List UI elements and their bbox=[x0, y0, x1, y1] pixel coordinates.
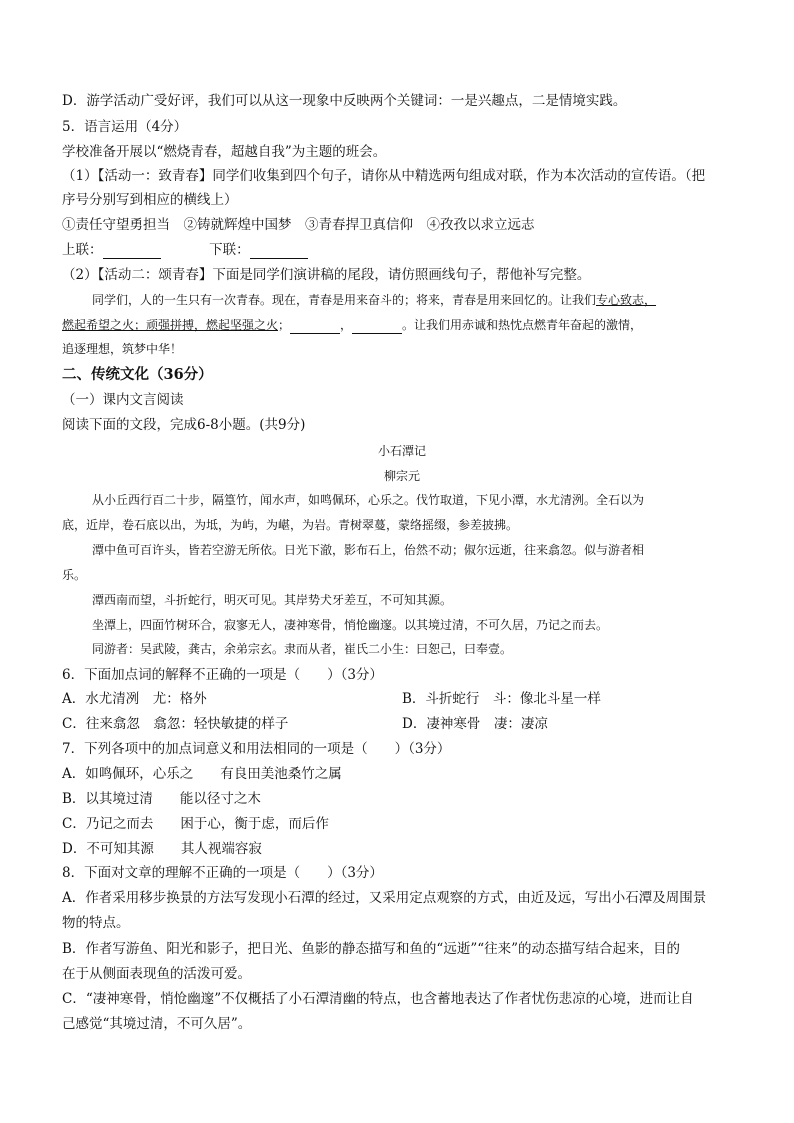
passage-title: 小石潭记 bbox=[377, 444, 426, 458]
passage-p2-line2: 乐。 bbox=[62, 568, 87, 582]
speech-text: 同学们，人的一生只有一次青春。现在，青春是用来奋斗的；将来，青春是用来回忆的。让我们 bbox=[92, 293, 597, 307]
couplet-lines bbox=[62, 241, 742, 259]
passage-p2-line1: 潭中鱼可百许头，皆若空游无所依。日光下澈，影布石上，佁然不动；俶尔远逝，往来翕忽。似与游者相 bbox=[92, 543, 645, 557]
subsection-heading: （一）课内文言阅读 bbox=[62, 392, 184, 408]
speech-text-cont: 。让我们用赤诚和热忱点燃青年奋起的激情， bbox=[402, 318, 643, 332]
passage-p4: 坐潭上，四面竹树环合，寂寥无人，凄神寒骨，悄怆幽邃。以其境过清，不可久居，乃记之而去。 bbox=[92, 618, 609, 632]
question-8-option-b-line2: 在于从侧面表现鱼的活泼可爱。 bbox=[62, 966, 251, 982]
speech-blank-1[interactable] bbox=[290, 319, 340, 334]
lower-couplet-blank[interactable] bbox=[250, 244, 308, 259]
option-a: A．水尤清冽 尤：格外 bbox=[62, 691, 207, 707]
question-7-option-d: D．不可知其源 其人视端容寂 bbox=[62, 841, 262, 857]
question-6: 6．下面加点词的解释不正确的一项是（ ）（3分） bbox=[62, 667, 383, 683]
question-5-heading: 5．语言运用（4分） bbox=[62, 119, 188, 135]
passage-p1-line2: 底，近岸，卷石底以出，为坻，为屿，为嵁，为岩。青树翠蔓，蒙络摇缀，参差披拂。 bbox=[62, 518, 519, 532]
question-8-option-a-line2: 物的特点。 bbox=[62, 915, 130, 931]
semicolon: ； bbox=[278, 318, 291, 332]
question-6-row-1 bbox=[62, 690, 742, 708]
question-8-option-c-line2: 己感觉“其境过清，不可久居”。 bbox=[62, 1016, 252, 1032]
question-8-option-c-line1: C．“凄神寒骨，悄怆幽邃”不仅概括了小石潭清幽的特点，也含蓄地表达了作者忧伤悲凉的心境，进而让自 bbox=[62, 991, 694, 1007]
option-d-text: D．游学活动广受好评，我们可以从这一现象中反映两个关键词：一是兴趣点，二是情境实践。 bbox=[62, 93, 627, 109]
underlined-sentence-cont: 燃起希望之火；顽强拼搏，燃起坚强之火 bbox=[62, 318, 279, 332]
question-7-option-b: B．以其境过清 能以径寸之木 bbox=[62, 791, 261, 807]
question-7-option-a: A．如鸣佩环，心乐之 有良田美池桑竹之属 bbox=[62, 766, 342, 782]
speech-line-2 bbox=[62, 316, 742, 334]
underlined-sentence: 专心致志， bbox=[596, 293, 657, 307]
upper-couplet-label: 上联： bbox=[62, 242, 103, 258]
question-8-option-b-line1: B．作者写游鱼、阳光和影子，把日光、鱼影的静态描写和鱼的“远逝”“往来”的动态描写结合起来，目的 bbox=[62, 941, 681, 957]
lower-couplet-label: 下联： bbox=[209, 242, 250, 258]
reading-instruction: 阅读下面的文段，完成6-8小题。(共9分) bbox=[62, 417, 306, 433]
question-8-option-a-line1: A．作者采用移步换景的方法写发现小石潭的经过，又采用定点观察的方式，由近及远，写出小石潭及周围景 bbox=[62, 890, 707, 906]
passage-p3: 潭西南而望，斗折蛇行，明灭可见。其岸势犬牙差互，不可知其源。 bbox=[92, 593, 453, 607]
upper-couplet-blank[interactable] bbox=[103, 244, 161, 259]
question-6-row-2 bbox=[62, 715, 742, 733]
speech-line-3: 追逐理想，筑梦中华！ bbox=[62, 342, 183, 356]
question-7-option-c: C．乃记之而去 困于心，衡于虑，而后作 bbox=[62, 816, 329, 832]
sentence-options: ①责任守望勇担当 ②铸就辉煌中国梦 ③青春捍卫真信仰 ④孜孜以求立远志 bbox=[62, 217, 535, 233]
passage-p5: 同游者：吴武陵，龚古，余弟宗玄。隶而从者，崔氏二小生：曰恕己，曰奉壹。 bbox=[92, 642, 513, 656]
passage-p1-line1: 从小丘西行百二十步，隔篁竹，闻水声，如鸣佩环，心乐之。伐竹取道，下见小潭，水尤清洌。全石以为 bbox=[92, 493, 645, 507]
activity-1-prompt-cont: 序号分别写到相应的横线上） bbox=[62, 192, 238, 208]
passage-author: 柳宗元 bbox=[383, 469, 420, 483]
activity-1-prompt: （1）【活动一：致青春】同学们收集到四个句子，请你从中精选两句组成对联，作为本次活动的宣传语。（把 bbox=[62, 168, 706, 184]
question-8: 8．下面对文章的理解不正确的一项是（ ）（3分） bbox=[62, 865, 383, 881]
option-c: C．往来翕忽 翕忽：轻快敏捷的样子 bbox=[62, 716, 289, 732]
option-d: D．凄神寒骨 凄：凄凉 bbox=[402, 716, 548, 732]
question-7: 7．下列各项中的加点词意义和用法相同的一项是（ ）（3分） bbox=[62, 741, 451, 757]
section-2-heading: 二、传统文化（36分） bbox=[62, 366, 213, 383]
option-b: B．斗折蛇行 斗：像北斗星一样 bbox=[402, 691, 601, 707]
comma: ， bbox=[340, 318, 353, 332]
speech-blank-2[interactable] bbox=[352, 319, 402, 334]
speech-line-1 bbox=[92, 291, 742, 309]
activity-2-prompt: （2）【活动二：颂青春】下面是同学们演讲稿的尾段，请仿照画线句子，帮他补写完整。 bbox=[62, 267, 591, 283]
question-5-intro: 学校准备开展以“燃烧青春，超越自我”为主题的班会。 bbox=[62, 144, 387, 160]
